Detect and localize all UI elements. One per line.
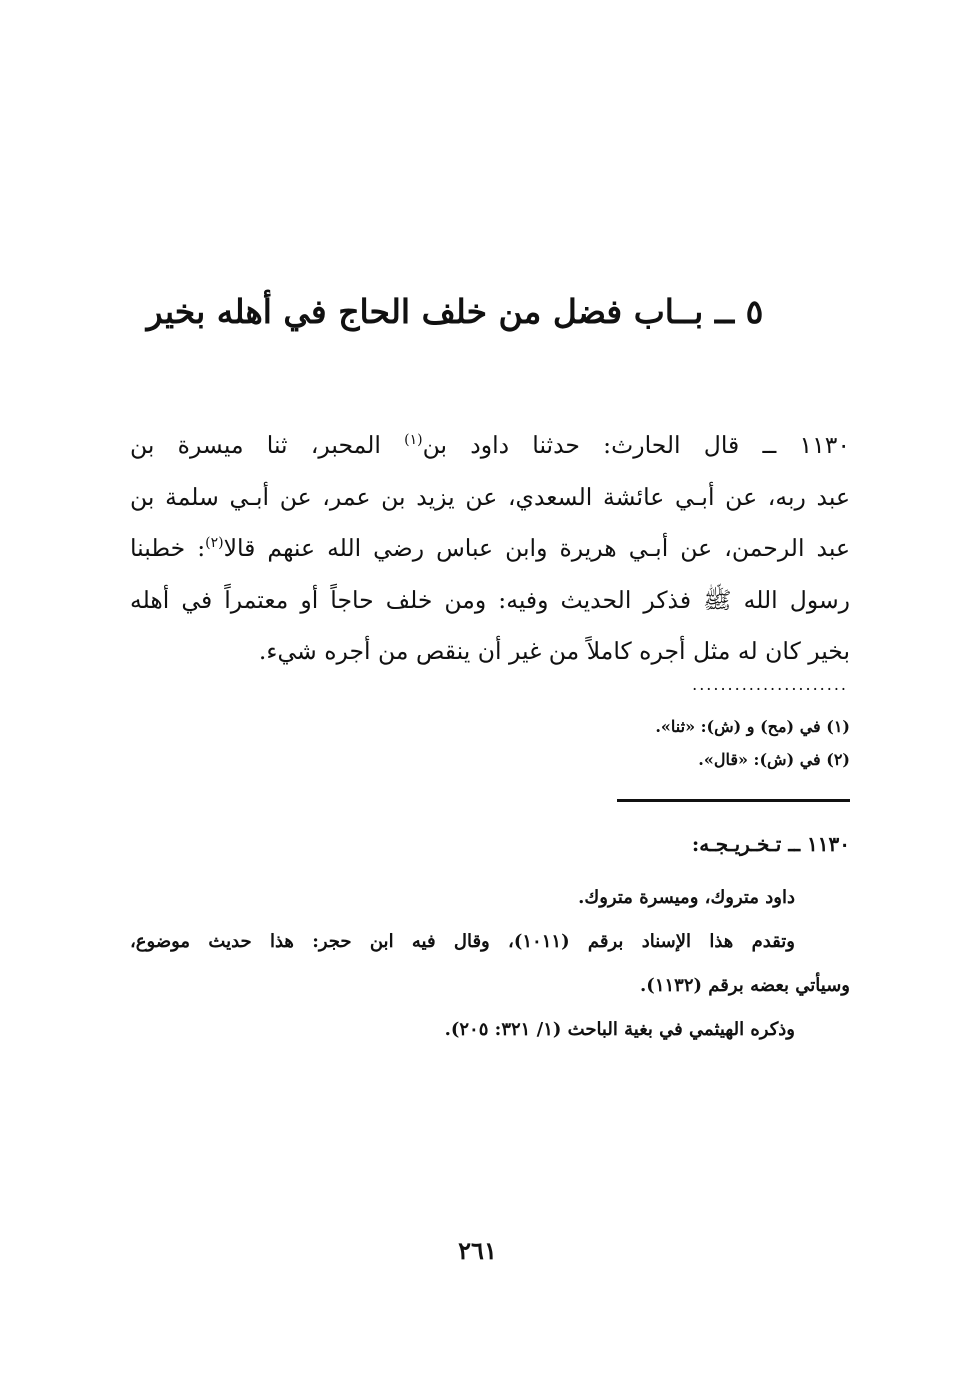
footnote-ref-1: (١) <box>404 432 423 448</box>
hadith-line-1 <box>130 420 850 472</box>
hadith-line-3-start: عبد الرحمن، عن أبـي هريرة وابن عباس رضي الله عنهم قالا <box>223 534 850 562</box>
footnotes <box>350 710 850 776</box>
footnote-1: (١) في (مح) و (ش): «ثنا». <box>655 717 850 736</box>
takhrij-line-1: داود متروك، وميسرة متروك. <box>578 887 795 908</box>
takhrij-line-3: وسيأتي بعضه برقم (١١٣٢). <box>640 975 850 996</box>
hadith-line-1-start: ١١٣٠ ــ قال الحارث: حدثنا داود بن <box>422 431 850 459</box>
chapter-title: ٥ ــ بــاب فضل من خلف الحاج في أهله بخير <box>146 292 764 331</box>
hadith-line-3 <box>130 523 850 575</box>
takhrij-line-4: وذكره الهيثمي في بغية الباحث (١/ ٣٢١: ٢٠٥). <box>444 1019 795 1040</box>
takhrij-heading: ١١٣٠ ــ تـخـريـجـه: <box>691 832 850 856</box>
hadith-line-1-end: المحبر، ثنا ميسرة بن <box>130 431 405 459</box>
section-divider <box>617 799 850 802</box>
takhrij-line-2: وتقدم هذا الإسناد برقم (١٠١١)، وقال فيه ابن حجر: هذا حديث موضوع، <box>130 931 795 952</box>
hadith-line-4: رسول الله ﷺ فذكر الحديث وفيه: ومن خلف حاجاً أو معتمراً في أهله <box>130 585 850 614</box>
hadith-line-2: عبد ربه، عن أبـي عائشة السعدي، عن يزيد بن عمر، عن أبـي سلمة بن <box>130 482 850 511</box>
hadith-line-5: بخير كان له مثل أجره كاملاً من غير أن ينقص من أجره شيء. <box>258 637 850 665</box>
hadith-line-3-end: : خطبنا <box>130 534 206 562</box>
footnote-2: (٢) في (ش): «قال». <box>698 750 850 769</box>
footnote-ref-2: (٢) <box>205 535 224 551</box>
page-number: ٢٦١ <box>458 1236 497 1265</box>
hadith-text <box>130 420 850 678</box>
takhrij-section <box>130 824 850 1052</box>
footnote-separator-dots: ...................... <box>692 675 848 694</box>
